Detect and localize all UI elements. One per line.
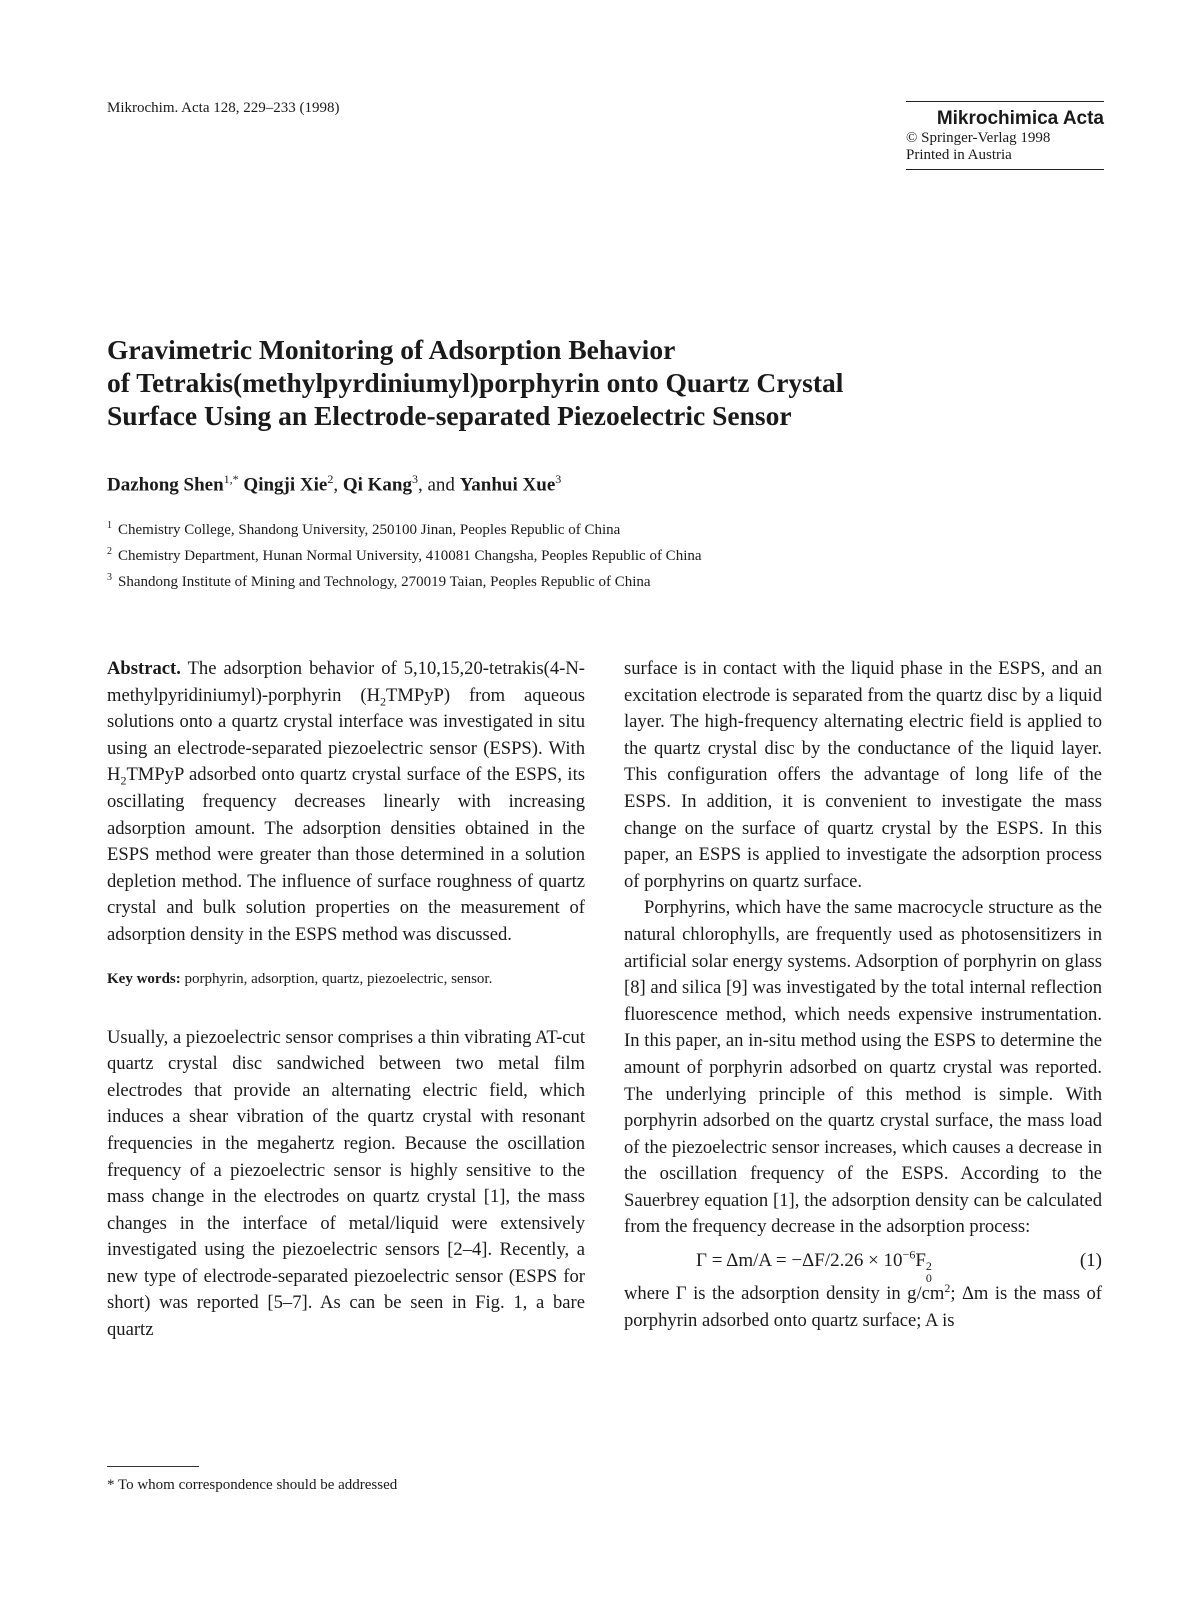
title-line-1: Gravimetric Monitoring of Adsorption Behavior <box>107 334 676 365</box>
affiliation-mark: 1 <box>107 520 112 531</box>
author-name: Qi Kang <box>342 474 412 496</box>
intro-paragraph: Usually, a piezoelectric sensor comprises a thin vibrating AT-cut quartz crystal disc sandwiched between two metal film electrodes that provide an alternating electric field, which induces a shear vibration of the quartz crystal with resonant frequencies in the megahertz region. Because the oscillation frequency of a piezoelectric sensor is highly sensitive to the mass change in the electrodes on quartz crystal [1], the mass changes in the interface of metal/liquid were extensively investigated using the piezoelectric sensors [2–4]. Recently, a new type of electrode-separated piezoelectric sensor (ESPS for short) was reported [5–7]. As can be seen in Fig. 1, a bare quartz <box>107 1026 585 1341</box>
affiliation-text: Shandong Institute of Mining and Technology, 270019 Taian, Peoples Republic of China <box>118 574 651 590</box>
author-name: Dazhong Shen <box>107 474 224 496</box>
affiliation <box>107 515 702 541</box>
affiliations <box>107 515 702 593</box>
title-line-2: of Tetrakis(methylpyrdiniumyl)porphyrin onto Quartz Crystal <box>107 367 844 398</box>
abstract-heading: Abstract. <box>107 658 181 679</box>
journal-info-box <box>906 101 1104 170</box>
author-name: Yanhui Xue <box>459 474 556 496</box>
affiliation-text: Chemistry Department, Hunan Normal University, 410081 Changsha, Peoples Republic of China <box>118 548 702 564</box>
footnote: * To whom correspondence should be addressed <box>107 1477 398 1493</box>
abstract-paragraph <box>107 656 585 949</box>
title-line-3: Surface Using an Electrode-separated Piezoelectric Sensor <box>107 400 792 431</box>
footnote-rule <box>107 1466 199 1467</box>
body-text: ; Δm is the mass of porphyrin adsorbed onto quartz surface; A is <box>624 1283 1103 1331</box>
keywords-text: porphyrin, adsorption, quartz, piezoelectric, sensor. <box>180 970 493 987</box>
keywords <box>107 969 585 989</box>
author-conjunction: , and <box>418 474 460 496</box>
right-column <box>624 656 1102 1334</box>
journal-citation: Mikrochim. Acta 128, 229–233 (1998) <box>107 100 340 116</box>
affiliation <box>107 541 702 567</box>
affiliation-text: Chemistry College, Shandong University, 250100 Jinan, Peoples Republic of China <box>118 522 621 538</box>
article-title <box>107 333 1107 432</box>
body-paragraph: surface is in contact with the liquid phase in the ESPS, and an excitation electrode is separated from the quartz disc by a liquid layer. The high-frequency alternating electric field is applied to the quartz crystal disc by the conductance of the liquid layer. This configuration offers the advantage of long life of the ESPS. In addition, it is convenient to investigate the mass change on the surface of quartz crystal by the ESPS. In this paper, an ESPS is applied to investigate the adsorption process of porphyrins on quartz surface. <box>624 658 1102 892</box>
superscript: 2 <box>944 1280 951 1295</box>
affiliation-mark: 3 <box>107 572 112 583</box>
equation-subscript: 0 <box>925 1271 932 1286</box>
sauerbrey-equation <box>624 1243 1102 1286</box>
equation-number: (1) <box>1079 1250 1102 1272</box>
equation-exponent: −6 <box>902 1247 916 1262</box>
left-column <box>107 656 585 1344</box>
equation-body <box>696 1243 932 1284</box>
abstract-text: TMPyP adsorbed onto quartz crystal surface of the ESPS, its oscillating frequency decreases linearly with increasing adsorption amount. The adsorption densities obtained in the ESPS method were greater than those determined in a solution depletion method. The influence of surface roughness of quartz crystal and bulk solution properties on the measurement of adsorption density in the ESPS method was discussed. <box>107 764 585 945</box>
keywords-label: Key words: <box>107 970 181 987</box>
affiliation <box>107 567 702 593</box>
author-mark: 1,* <box>223 472 239 486</box>
equation-text: Γ = Δm/A = −ΔF/2.26 × 10 <box>696 1250 903 1272</box>
printed-line: Printed in Austria <box>906 147 1012 163</box>
author-mark: 3 <box>555 472 562 486</box>
author-mark: 2 <box>327 472 334 486</box>
abstract-text: TMPyP) from aqueous solutions onto a quartz crystal interface was investigated in situ using an electrode-separated piezoelectric sensor (ESPS). With H <box>107 684 585 786</box>
abstract-text: The adsorption behavior of 5,10,15,20-tetrakis(4-N-methylpyridiniumyl)-porphyrin (H <box>107 658 585 706</box>
author-list: Dazhong Shen$^{1,*}$ Qingji Xie$^2$, Qi Kang$^3$, and Yanhui Xue$^3$ <box>107 472 562 496</box>
equation-symbol: F <box>915 1250 926 1272</box>
author-name: Qingji Xie <box>243 474 328 496</box>
affiliation-mark: 2 <box>107 546 112 557</box>
subscript: 2 <box>120 774 127 789</box>
body-text: where Γ is the adsorption density in g/cm <box>624 1283 945 1305</box>
author-mark: 3 <box>412 472 418 486</box>
journal-name: Mikrochimica Acta <box>936 108 1104 129</box>
body-paragraph <box>624 1281 1102 1334</box>
body-paragraph: Porphyrins, which have the same macrocycle structure as the natural chlorophylls, are frequently used as photosensitizers in artificial solar energy systems. Adsorption of porphyrin on glass [8] and silica [9] was investigated by the total internal reflection fluorescence method, which needs expensive instrumentation. In this paper, an in-situ method using the ESPS to determine the amount of porphyrin adsorbed on quartz crystal was reported. The underlying principle of this method is simple. With porphyrin adsorbed on the quartz crystal surface, the mass load of the piezoelectric sensor increases, which causes a decrease in the oscillation frequency of the ESPS. According to the Sauerbrey equation [1], the adsorption density can be calculated from the frequency decrease in the adsorption process: <box>624 897 1102 1238</box>
copyright-line: © Springer-Verlag 1998 <box>906 130 1051 146</box>
equation-superscript: 2 <box>925 1259 932 1274</box>
subscript: 2 <box>380 694 386 709</box>
